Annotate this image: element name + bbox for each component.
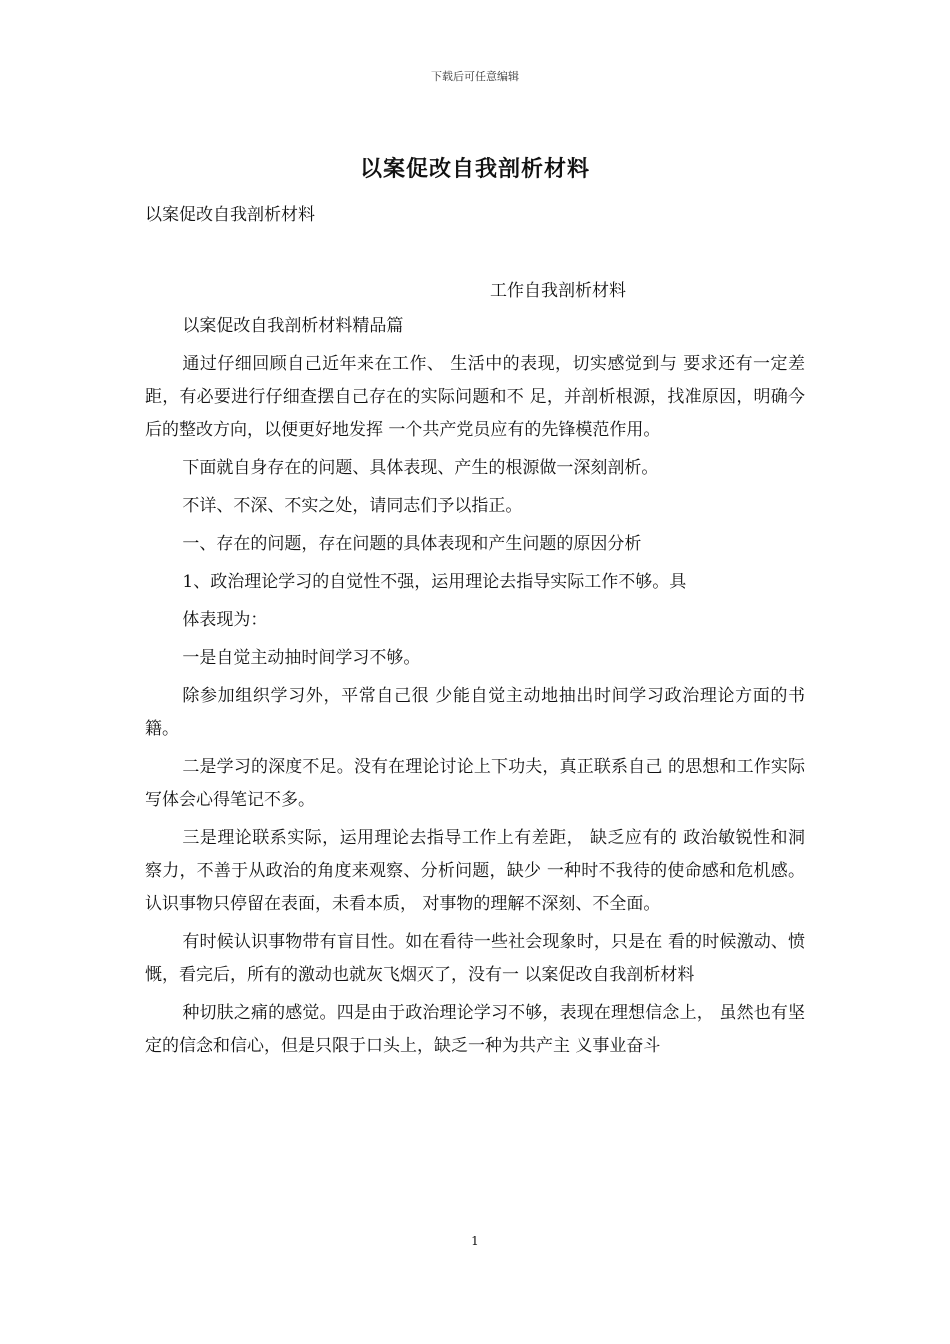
paragraph: 一是自觉主动抽时间学习不够。 [182, 648, 421, 668]
section-title: 工作自我剖析材料 [490, 281, 626, 301]
paragraph: 以案促改自我剖析材料精品篇 [182, 316, 404, 336]
paragraph: 一、存在的问题，存在问题的具体表现和产生问题的原因分析 [182, 534, 642, 554]
document-body [145, 310, 805, 1068]
paragraph: 除参加组织学习外，平常自己很 少能自觉主动地抽出时间学习政治理论方面的书籍。 [145, 686, 805, 739]
paragraph: 通过仔细回顾自己近年来在工作、 生活中的表现，切实感觉到与 要求还有一定差距，有必要进行仔细查摆自己存在的实际问题和不 足，并剖析根源，找准原因，明确今后的整改方向，以便更好地发挥 一个共产党员应有的先锋模范作用。 [145, 354, 805, 440]
document-subtitle: 以案促改自我剖析材料 [145, 205, 315, 225]
paragraph: 1、政治理论学习的自觉性不强，运用理论去指导实际工作不够。具 [182, 572, 687, 592]
page-header-note: 下载后可任意编辑 [431, 70, 519, 83]
paragraph: 二是学习的深度不足。没有在理论讨论上下功夫，真正联系自己 的思想和工作实际写体会心得笔记不多。 [145, 757, 805, 810]
paragraph: 种切肤之痛的感觉。四是由于政治理论学习不够，表现在理想信念上， 虽然也有坚定的信念和信心，但是只限于口头上，缺乏一种为共产主 义事业奋斗 [145, 1003, 805, 1056]
paragraph: 三是理论联系实际，运用理论去指导工作上有差距， 缺乏应有的 政治敏锐性和洞察力，不善于从政治的角度来观察、分析问题，缺少 一种时不我待的使命感和危机感。认识事物只停留在表面，未看本质， 对事物的理解不深刻、不全面。 [145, 828, 805, 914]
document-title: 以案促改自我剖析材料 [359, 156, 590, 182]
page-number: 1 [471, 1234, 479, 1248]
paragraph: 下面就自身存在的问题、具体表现、产生的根源做一深刻剖析。 [182, 458, 659, 478]
paragraph: 体表现为： [182, 610, 268, 630]
paragraph: 有时候认识事物带有盲目性。如在看待一些社会现象时，只是在 看的时候激动、愤慨，看完后，所有的激动也就灰飞烟灭了，没有一 以案促改自我剖析材料 [145, 932, 805, 985]
paragraph: 不详、不深、不实之处，请同志们予以指正。 [182, 496, 523, 516]
